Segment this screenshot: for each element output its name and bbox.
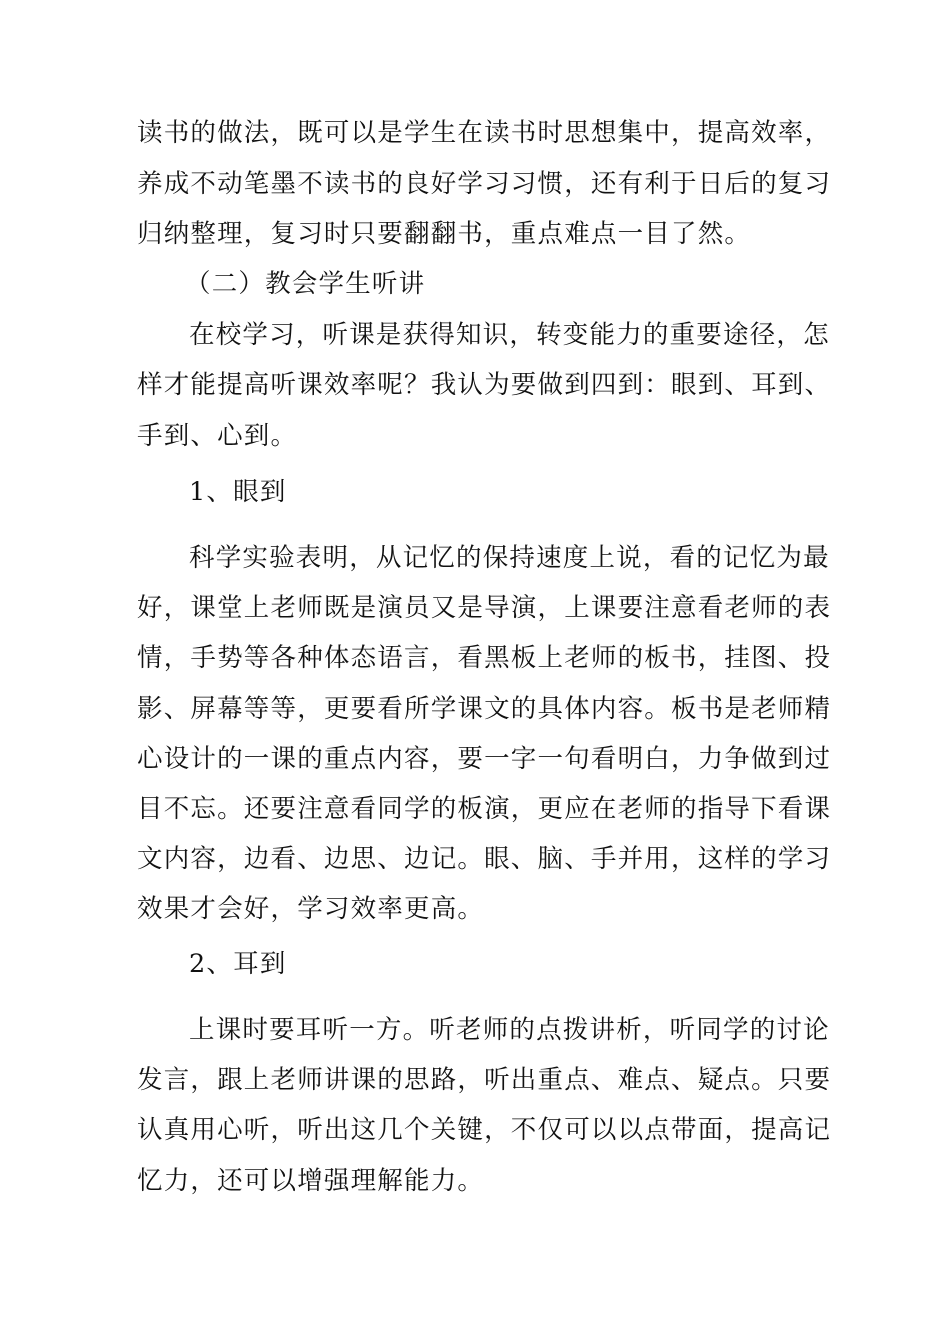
- text-line: 发言，跟上老师讲课的思路，听出重点、难点、疑点。只要: [137, 1065, 832, 1095]
- text-line: 归纳整理，复习时只要翻翻书，重点难点一目了然。: [137, 219, 752, 249]
- text-line: 情，手势等各种体态语言，看黑板上老师的板书，挂图、投: [137, 643, 832, 673]
- text-line: 样才能提高听课效率呢？我认为要做到四到：眼到、耳到、: [137, 370, 832, 400]
- text-line: 心设计的一课的重点内容，要一字一句看明白，力争做到过: [137, 744, 832, 774]
- text-line: 养成不动笔墨不读书的良好学习习惯，还有利于日后的复习: [137, 169, 832, 199]
- text-line: 读书的做法，既可以是学生在读书时思想集中，提高效率，: [137, 118, 832, 148]
- text-line: 文内容，边看、边思、边记。眼、脑、手并用，这样的学习: [137, 844, 832, 874]
- text-line: 在校学习，听课是获得知识，转变能力的重要途径，怎: [189, 320, 830, 350]
- subheading-ear: 2、耳到: [189, 949, 287, 979]
- text-line: 上课时要耳听一方。听老师的点拨讲析，听同学的讨论: [189, 1015, 830, 1045]
- text-line: 好，课堂上老师既是演员又是导演，上课要注意看老师的表: [137, 593, 832, 623]
- text-line: 目不忘。还要注意看同学的板演，更应在老师的指导下看课: [137, 794, 832, 824]
- text-line: 手到、心到。: [137, 421, 298, 451]
- section-heading-listening: （二）教会学生听讲: [185, 269, 426, 299]
- text-line: 认真用心听，听出这几个关键，不仅可以以点带面，提高记: [137, 1115, 832, 1145]
- text-line: 科学实验表明，从记忆的保持速度上说，看的记忆为最: [189, 543, 830, 573]
- text-line: 效果才会好，学习效率更高。: [137, 894, 485, 924]
- subheading-eye: 1、眼到: [189, 477, 287, 507]
- text-line: 忆力，还可以增强理解能力。: [137, 1166, 485, 1196]
- text-line: 影、屏幕等等，更要看所学课文的具体内容。板书是老师精: [137, 694, 832, 724]
